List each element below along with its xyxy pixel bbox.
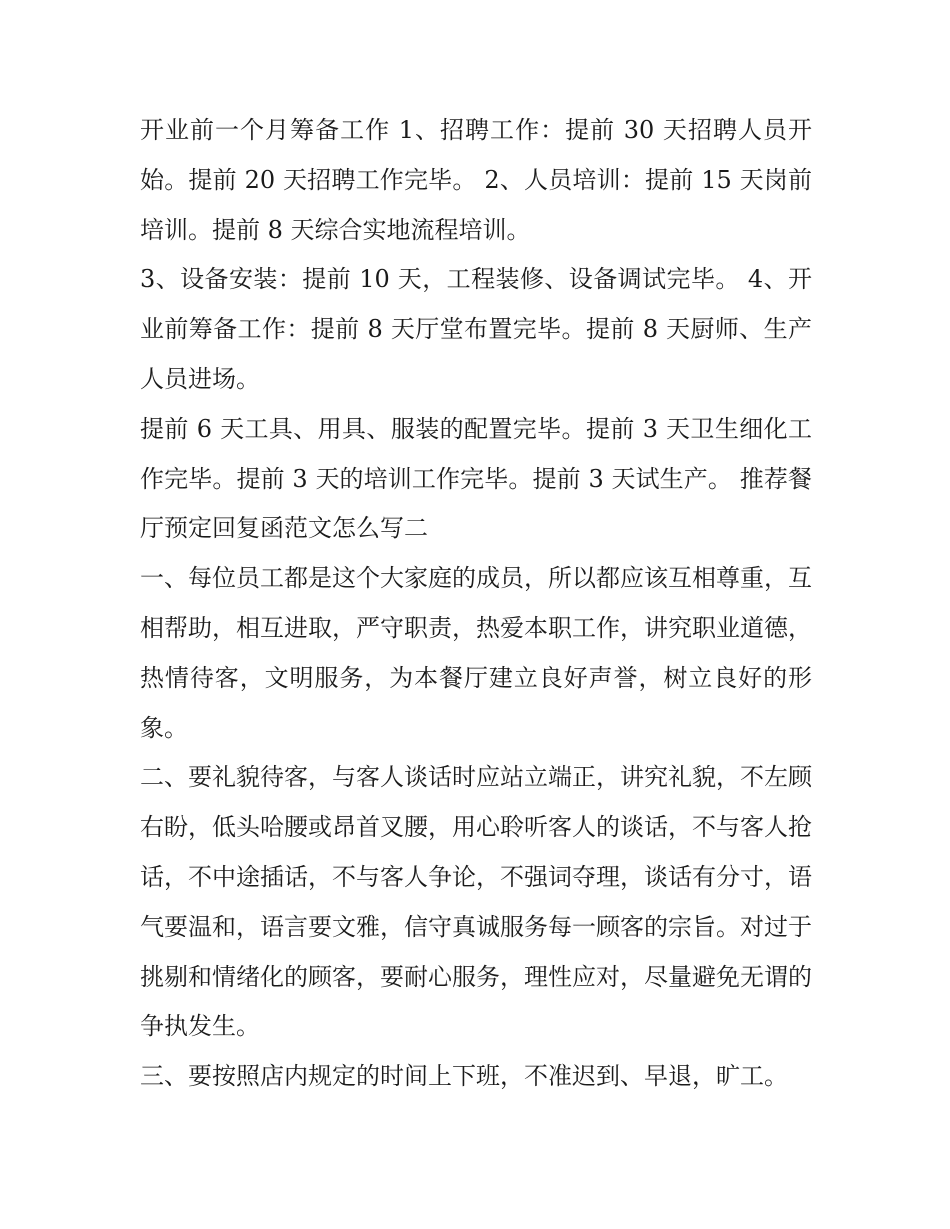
- paragraph-rule-3: 三、要按照店内规定的时间上下班，不准迟到、早退，旷工。: [140, 1062, 788, 1091]
- paragraph-rule-2: 二、要礼貌待客，与客人谈话时应站立端正，讲究礼貌，不左顾右盼，低头哈腰或昂首叉腰，用心聆听客人的谈话，不与客人抢话，不中途插话，不与客人争论，不强词夺理，谈话有分寸，语气要温和，语言要文雅，信守真诚服务每一顾客的宗旨。对过于挑剔和情绪化的顾客，要耐心服务，理性应对，尽量避免无谓的争执发生。: [140, 763, 812, 1041]
- paragraph-prep-schedule-2: 3、设备安装：提前 10 天，工程装修、设备调试完毕。 4、开业前筹备工作：提前 8 天厅堂布置完毕。提前 8 天厨师、生产人员进场。: [140, 265, 812, 393]
- paragraph-rule-1: 一、每位员工都是这个大家庭的成员，所以都应该互相尊重，互相帮助，相互进取，严守职责，热爱本职工作，讲究职业道德，热情待客，文明服务，为本餐厅建立良好声誉，树立良好的形象。: [140, 564, 812, 742]
- paragraph-prep-schedule-3: 提前 6 天工具、用具、服装的配置完毕。提前 3 天卫生细化工作完毕。提前 3 天的培训工作完毕。提前 3 天试生产。 推荐餐厅预定回复函范文怎么写二: [140, 414, 812, 543]
- paragraph-prep-schedule-1: 开业前一个月筹备工作 1、招聘工作：提前 30 天招聘人员开始。提前 20 天招聘工作完毕。 2、人员培训：提前 15 天岗前培训。提前 8 天综合实地流程培训。: [140, 116, 812, 244]
- document-body: [140, 106, 812, 1102]
